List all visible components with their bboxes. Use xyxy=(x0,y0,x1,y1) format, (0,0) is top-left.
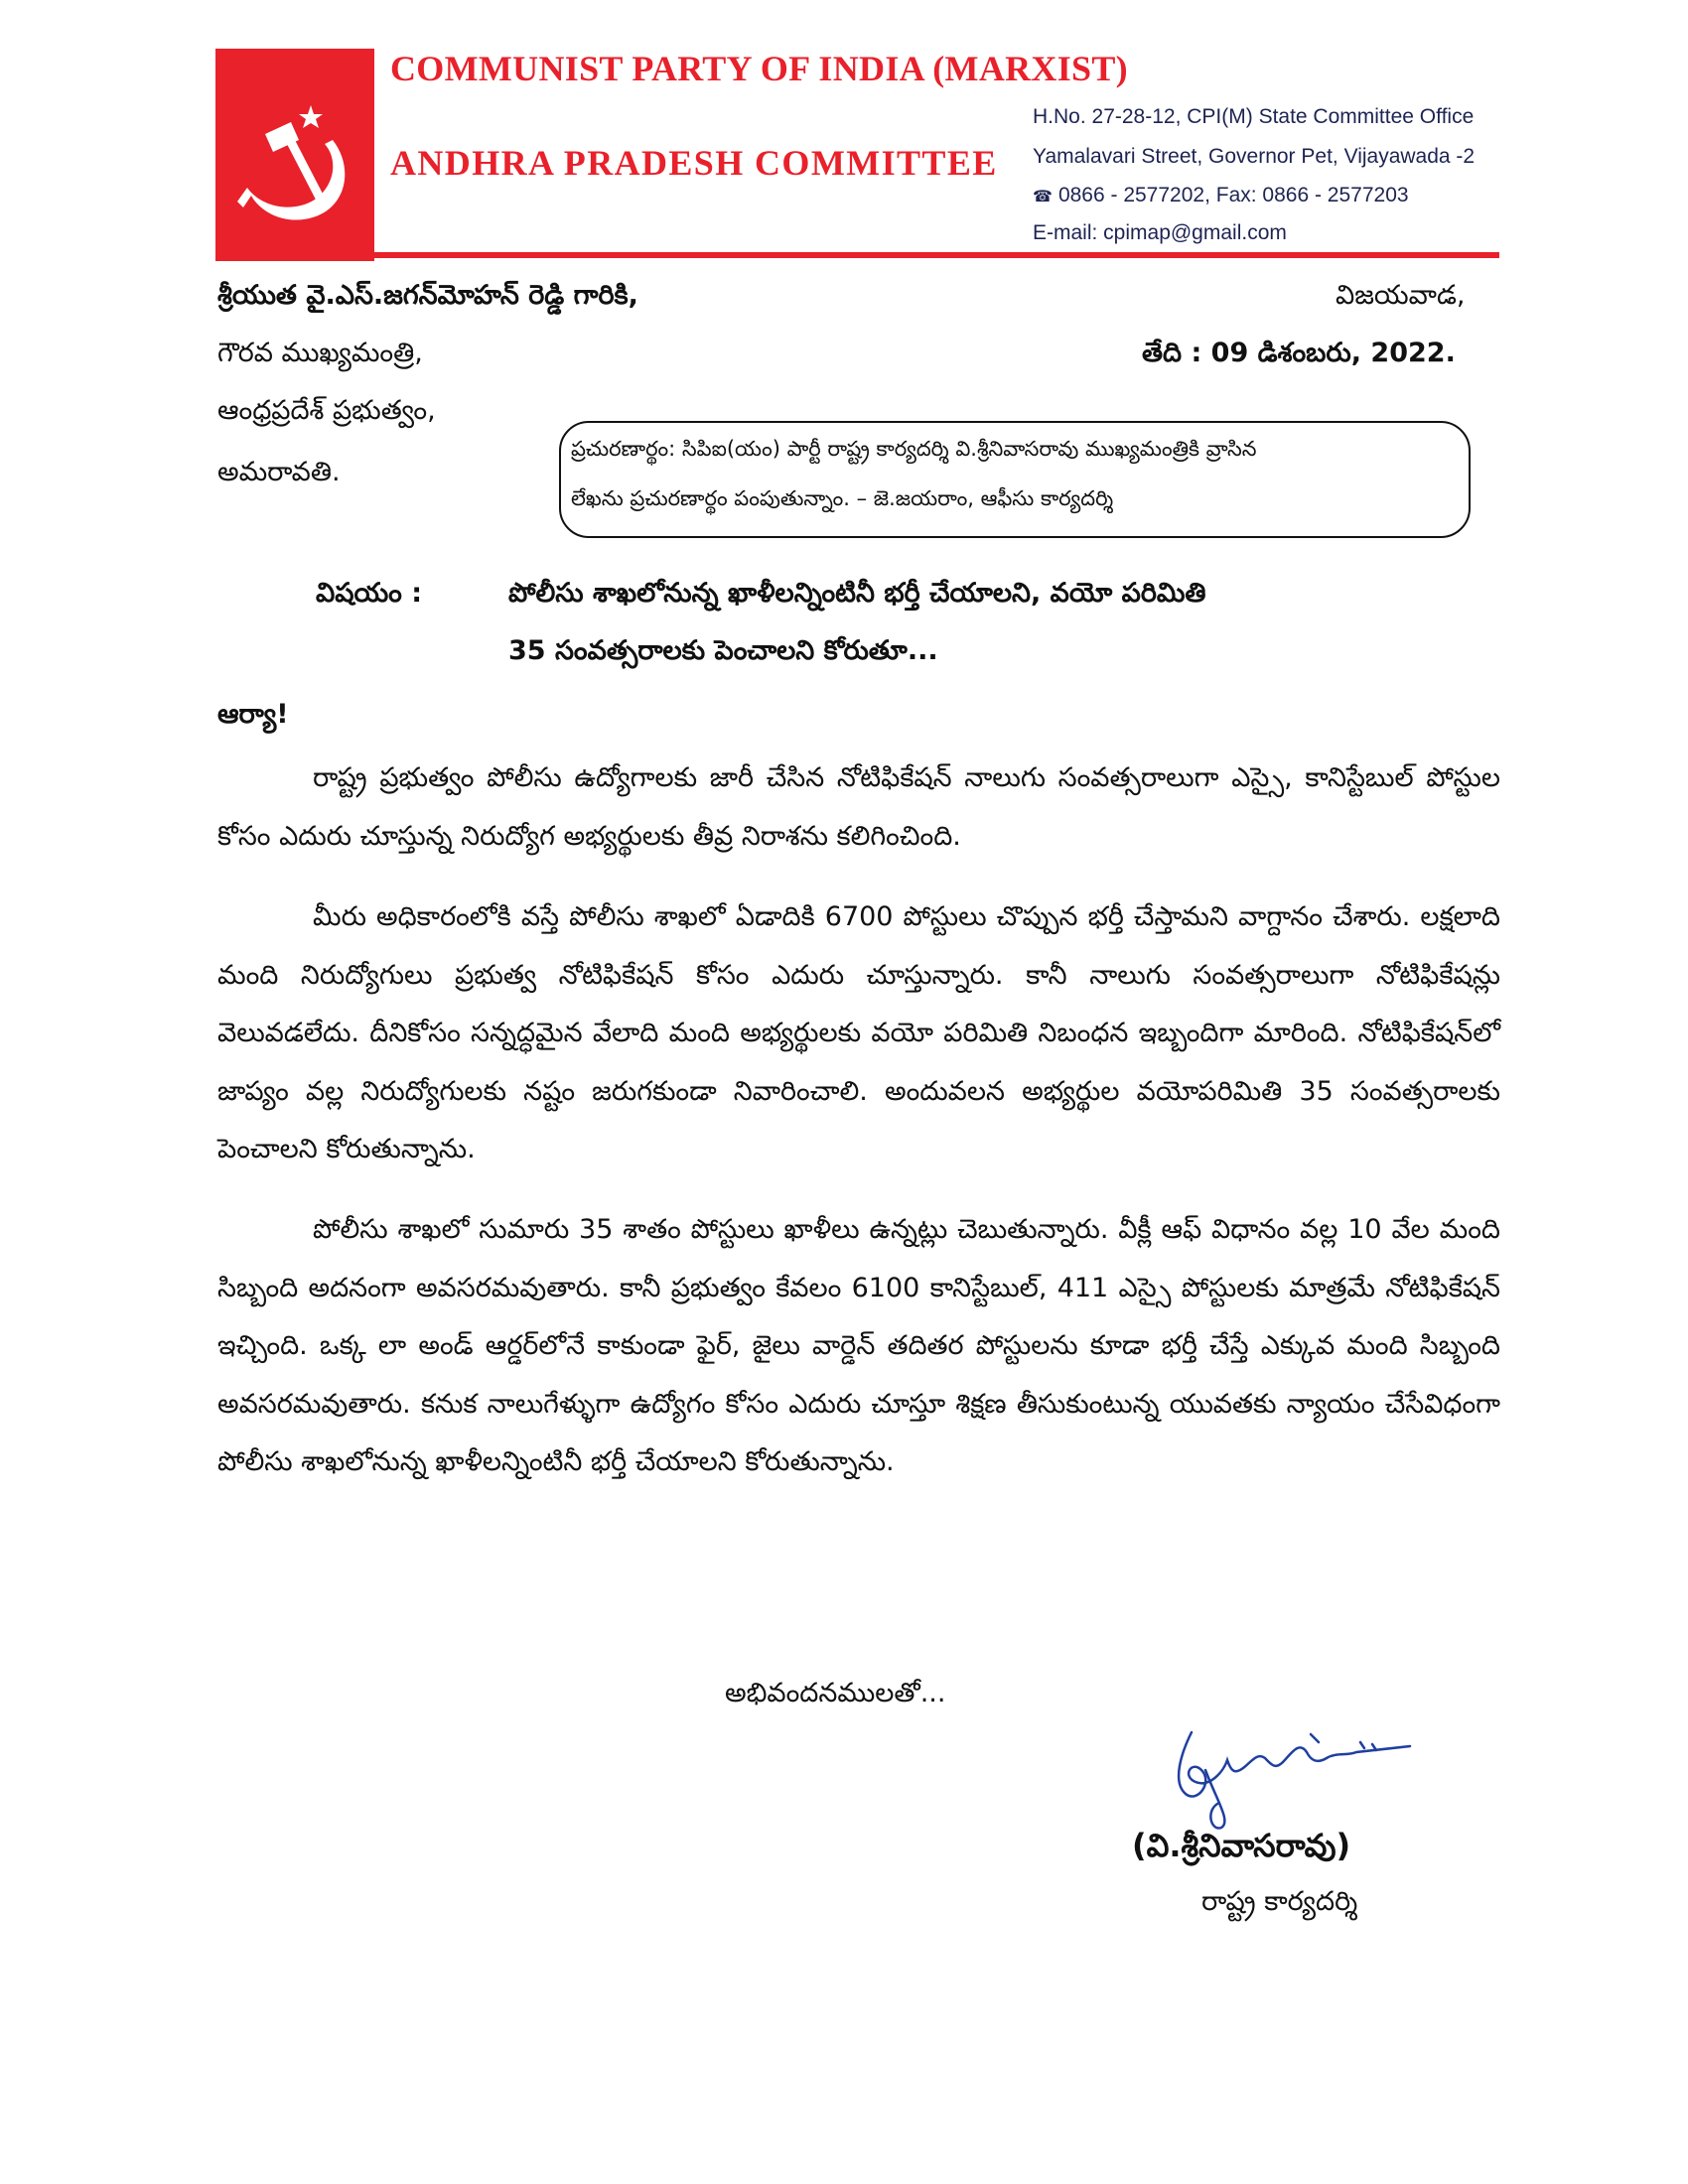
recipient-line-3: ఆంధ్రప్రదేశ్ ప్రభుత్వం, xyxy=(217,395,436,426)
body-paragraph-1 xyxy=(217,750,1500,866)
star-icon xyxy=(299,105,323,128)
subject-label: విషయం : xyxy=(316,578,423,609)
handwritten-signature xyxy=(1162,1712,1430,1832)
notice-line-2: లేఖను ప్రచురణార్థం పంపుతున్నాం. – జె.జయరాం, ఆఫీసు కార్యదర్శి xyxy=(571,486,1114,510)
email-line: E-mail: cpimap@gmail.com xyxy=(1033,221,1287,244)
body-paragraph-3 xyxy=(217,1201,1500,1492)
phone-icon: ☎ xyxy=(1033,189,1053,205)
closing-greeting: అభివందనములతో... xyxy=(725,1678,946,1708)
recipient-line-1: శ్రీయుత వై.ఎస్.జగన్‌మోహన్ రెడ్డి గారికి, xyxy=(217,280,638,311)
notice-line-1: ప్రచురణార్థం: సిపిఐ(యం) పార్టీ రాష్ట్ర కార్యదర్శి వి.శ్రీనివాసరావు ముఖ్యమంత్రికి వ్రాసిన xyxy=(571,437,1257,461)
recipient-line-2: గౌరవ ముఖ్యమంత్రి, xyxy=(217,338,423,368)
hammer-icon xyxy=(265,122,325,202)
body-paragraph-2 xyxy=(217,888,1500,1179)
press-notice-box xyxy=(559,421,1471,538)
signer-title: రాష్ట్ర కార్యదర్శి xyxy=(1201,1886,1358,1917)
recipient-line-4: అమరావతి. xyxy=(217,457,341,487)
paragraph-2-text: మీరు అధికారంలోకి వస్తే పోలీసు శాఖలో ఏడాదికి 6700 పోస్టులు చొప్పున భర్తీ చేస్తామని వాగ్దానం చేశారు. లక్షలాది మంది నిరుద్యోగులు ప్రభుత్వ నోటిఫికేషన్ కోసం ఎదురు చూస్తున్నారు. కానీ నాలుగు సంవత్సరాలుగా నోటిఫికేషన్లు వెలువడలేదు. దీనికోసం సన్నద్ధమైన వేలాది మంది అభ్యర్థులకు వయో పరిమితి నిబంధన ఇబ్బందిగా మారింది. నోటిఫికేషన్‌లో జాప్యం వల్ల నిరుద్యోగులకు నష్టం జరుగకుండా నివారించాలి. అందువలన అభ్యర్థుల వయోపరిమితి 35 సంవత్సరాలకు పెంచాలని కోరుతున్నాను. xyxy=(217,901,1500,1164)
party-name: COMMUNIST PARTY OF INDIA (MARXIST) xyxy=(390,49,1128,88)
hammer-sickle-star-icon xyxy=(215,49,374,261)
phone-line xyxy=(1033,184,1409,207)
date: తేది : 09 డిశంబరు, 2022. xyxy=(1142,338,1456,368)
paragraph-3-text: పోలీసు శాఖలో సుమారు 35 శాతం పోస్టులు ఖాళీలు ఉన్నట్లు చెబుతున్నారు. వీక్లీ ఆఫ్ విధానం వల్ల 10 వేల మంది సిబ్బంది అదనంగా అవసరమవుతారు. కానీ ప్రభుత్వం కేవలం 6100 కానిస్టేబుల్, 411 ఎస్సై పోస్టులకు మాత్రమే నోటిఫికేషన్ ఇచ్చింది. ఒక్క లా అండ్ ఆర్డర్‌లోనే కాకుండా ఫైర్, జైలు వార్డెన్ తదితర పోస్టులను కూడా భర్తీ చేస్తే ఎక్కువ మంది సిబ్బంది అవసరమవుతారు. కనుక నాలుగేళ్ళుగా ఉద్యోగం కోసం ఎదురు చూస్తూ శిక్షణ తీసుకుంటున్న యువతకు న్యాయం చేసేవిధంగా పోలీసు శాఖలోనున్న ఖాళీలన్నింటినీ భర్తీ చేయాలని కోరుతున్నాను. xyxy=(217,1214,1500,1477)
paragraph-1-text: రాష్ట్ర ప్రభుత్వం పోలీసు ఉద్యోగాలకు జారీ చేసిన నోటిఫికేషన్ నాలుగు సంవత్సరాలుగా ఎస్సై, కానిస్టేబుల్ పోస్టుల కోసం ఎదురు చూస్తున్న నిరుద్యోగ అభ్యర్థులకు తీవ్ర నిరాశను కలిగించింది. xyxy=(217,762,1500,852)
party-logo xyxy=(215,49,374,261)
signer-name: (వి.శ్రీనివాసరావు) xyxy=(1132,1827,1351,1864)
address-line-2: Yamalavari Street, Governor Pet, Vijayawada -2 xyxy=(1033,145,1476,168)
place: విజయవాడ, xyxy=(1336,280,1466,311)
phone-text: 0866 - 2577202, Fax: 0866 - 2577203 xyxy=(1057,184,1409,206)
committee-name: ANDHRA PRADESH COMMITTEE xyxy=(390,143,998,183)
address-line-1: H.No. 27-28-12, CPI(M) State Committee Office xyxy=(1033,105,1475,128)
subject-line-1: పోలీసు శాఖలోనున్న ఖాళీలన్నింటినీ భర్తీ చేయాలని, వయో పరిమితి xyxy=(508,578,1206,609)
header-divider xyxy=(215,252,1499,258)
sickle-icon xyxy=(237,140,345,220)
subject-line-2: 35 సంవత్సరాలకు పెంచాలని కోరుతూ... xyxy=(508,635,938,666)
salutation: ఆర్యా! xyxy=(217,699,289,730)
